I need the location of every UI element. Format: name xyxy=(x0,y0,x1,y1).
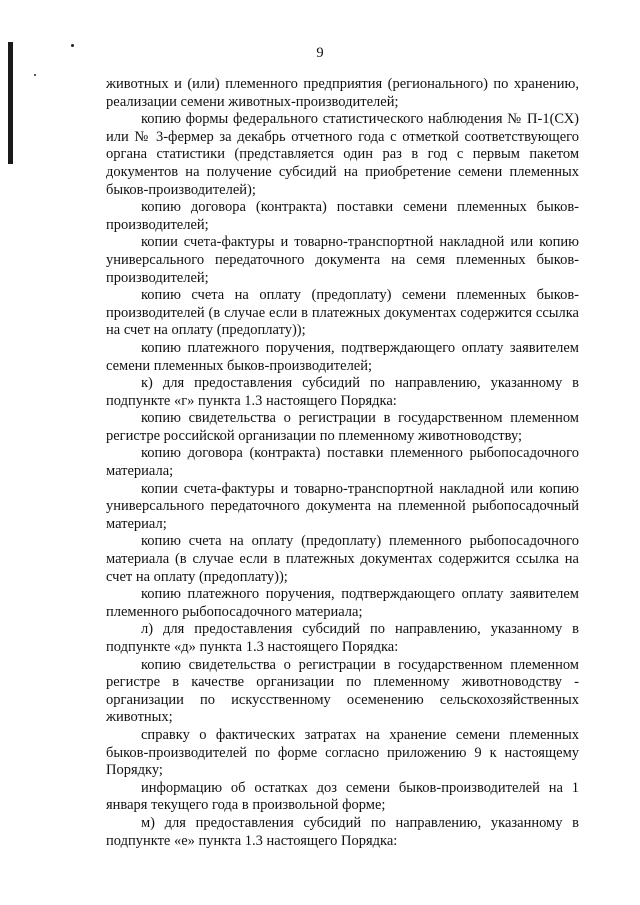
paragraph: копию платежного поручения, подтверждающего оплату заявителем семени племенных быков-производителей; xyxy=(106,339,579,374)
page-number: 9 xyxy=(316,45,324,61)
paragraph: м) для предоставления субсидий по направлению, указанному в подпункте «е» пункта 1.3 настоящего Порядка: xyxy=(106,814,579,849)
paragraph: копию счета на оплату (предоплату) семени племенных быков-производителей (в случае если в платежных документах содержится ссылка на счет на оплату (предоплату)); xyxy=(106,287,579,339)
paragraph: копию платежного поручения, подтверждающего оплату заявителем племенного рыбопосадочного материала; xyxy=(106,586,579,620)
paragraph: копии счета-фактуры и товарно-транспортной накладной или копию универсального передаточного документа на племенной рыбопосадочный материал; xyxy=(106,480,579,532)
paragraph: копии счета-фактуры и товарно-транспортной накладной или копию универсального передаточного документа на семя племенных быков-производителей; xyxy=(106,234,579,286)
paragraph: животных и (или) племенного предприятия (регионального) по хранению, реализации семени животных-производителей; xyxy=(106,76,579,110)
paragraph: копию свидетельства о регистрации в государственном племенном регистре в качестве организации по племенному животноводству - организации по искусственному осеменению сельскохозяйственных животных; xyxy=(106,656,579,726)
paragraph: копию свидетельства о регистрации в государственном племенном регистре российской организации по племенному животноводству; xyxy=(106,410,579,444)
paragraph: л) для предоставления субсидий по направлению, указанному в подпункте «д» пункта 1.3 настоящего Порядка: xyxy=(106,621,579,655)
paragraph: к) для предоставления субсидий по направлению, указанному в подпункте «г» пункта 1.3 настоящего Порядка: xyxy=(106,375,579,409)
document-body xyxy=(106,76,579,850)
scan-speck xyxy=(34,74,36,76)
paragraph: копию договора (контракта) поставки семени племенных быков-производителей; xyxy=(106,199,579,233)
paragraph: копию договора (контракта) поставки племенного рыбопосадочного материала; xyxy=(106,445,579,480)
paragraph: копию счета на оплату (предоплату) племенного рыбопосадочного материала (в случае если в платежных документах содержится ссылка на счет на оплату (предоплату)); xyxy=(106,533,579,585)
paragraph: копию формы федерального статистического наблюдения № П-1(СХ) или № 3-фермер за декабрь отчетного года с отметкой соответствующего органа статистики (представляется один раз в год с первым пакетом документов на получение субсидий на приобретение семени племенных быков-производителей); xyxy=(106,111,579,198)
paragraph: справку о фактических затратах на хранение семени племенных быков-производителей по форме согласно приложению 9 к настоящему Порядку; xyxy=(106,726,579,779)
paragraph: информацию об остатках доз семени быков-производителей на 1 января текущего года в произвольной форме; xyxy=(106,779,579,814)
